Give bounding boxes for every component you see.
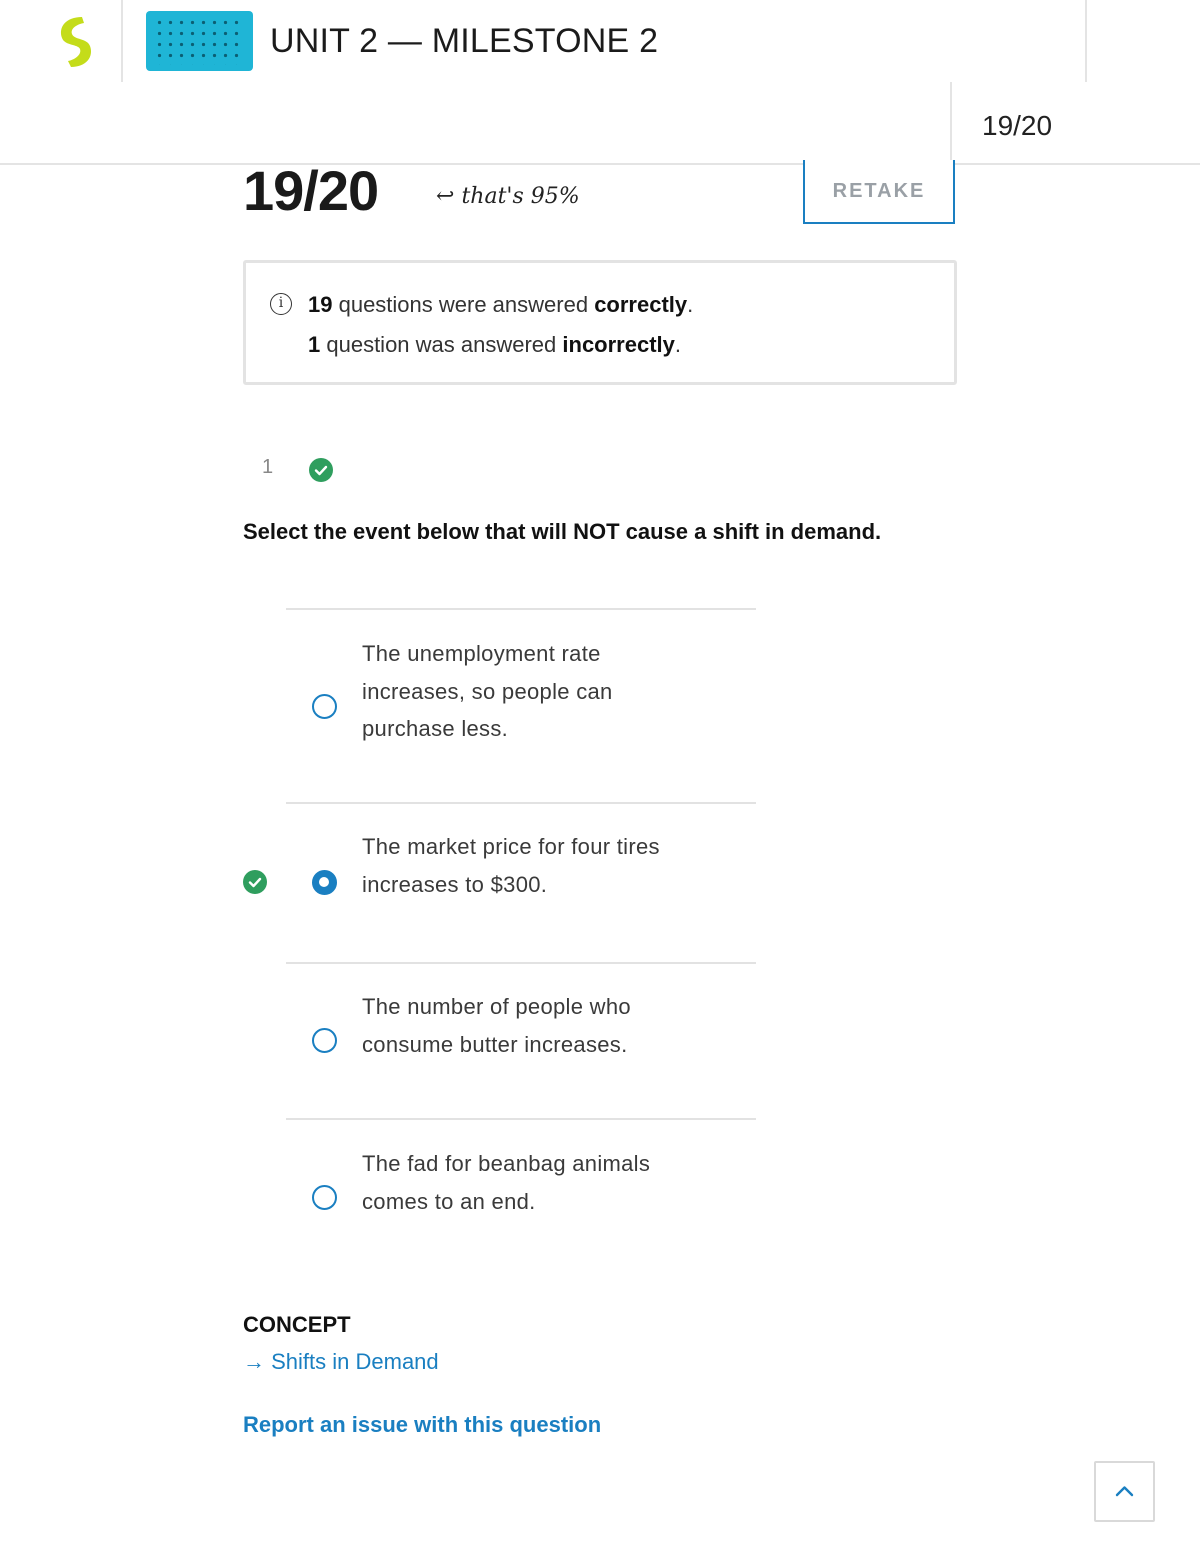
score-badge: 19/20 <box>982 110 1053 141</box>
check-circle-icon <box>243 870 267 894</box>
option-text: The unemployment rate increases, so people can purchase less. <box>362 641 613 741</box>
option-divider <box>286 802 756 804</box>
header-divider <box>121 0 123 82</box>
summary-incorrect-line: 1 question was answered incorrectly. <box>308 332 682 357</box>
results-summary <box>243 260 957 385</box>
chevron-up-icon <box>1096 1463 1153 1520</box>
scroll-to-top-button[interactable] <box>1094 1461 1155 1522</box>
question-prompt: Select the event below that will NOT cause a shift in demand. <box>243 519 882 544</box>
radio-button[interactable] <box>312 1185 337 1210</box>
summary-correct-line: 19 questions were answered correctly. <box>308 292 694 317</box>
header-divider-right <box>1085 0 1087 82</box>
option-text: The market price for four tires increases to $300. <box>362 834 660 897</box>
concept-link[interactable]: → Shifts in Demand <box>243 1349 439 1374</box>
score-panel-divider <box>950 82 952 164</box>
arrow-right-icon: → <box>243 1349 265 1374</box>
option-divider <box>286 962 756 964</box>
unit-thumbnail-icon <box>146 11 253 71</box>
header-bottom-border <box>0 163 1200 165</box>
info-icon: i <box>270 293 292 315</box>
radio-button-selected[interactable] <box>312 870 337 895</box>
radio-button[interactable] <box>312 1028 337 1053</box>
score-percent-note: ↩ that's 95% <box>436 184 580 209</box>
page-title: UNIT 2 — MILESTONE 2 <box>270 22 659 60</box>
check-circle-icon <box>309 458 333 482</box>
option-divider <box>286 608 756 610</box>
option-text: The fad for beanbag animals comes to an end. <box>362 1151 651 1214</box>
back-arrow-icon: ↩ <box>436 184 455 209</box>
report-issue-link[interactable]: Report an issue with this question <box>243 1412 602 1437</box>
option-divider <box>286 1118 756 1120</box>
score-value: 19/20 <box>243 159 379 222</box>
option-text: The number of people who consume butter increases. <box>362 994 631 1057</box>
question-number: 1 <box>262 456 274 478</box>
sophia-logo-icon[interactable] <box>52 14 100 70</box>
concept-label: CONCEPT <box>243 1312 351 1337</box>
radio-button[interactable] <box>312 694 337 719</box>
retake-button[interactable]: RETAKE <box>803 160 955 224</box>
